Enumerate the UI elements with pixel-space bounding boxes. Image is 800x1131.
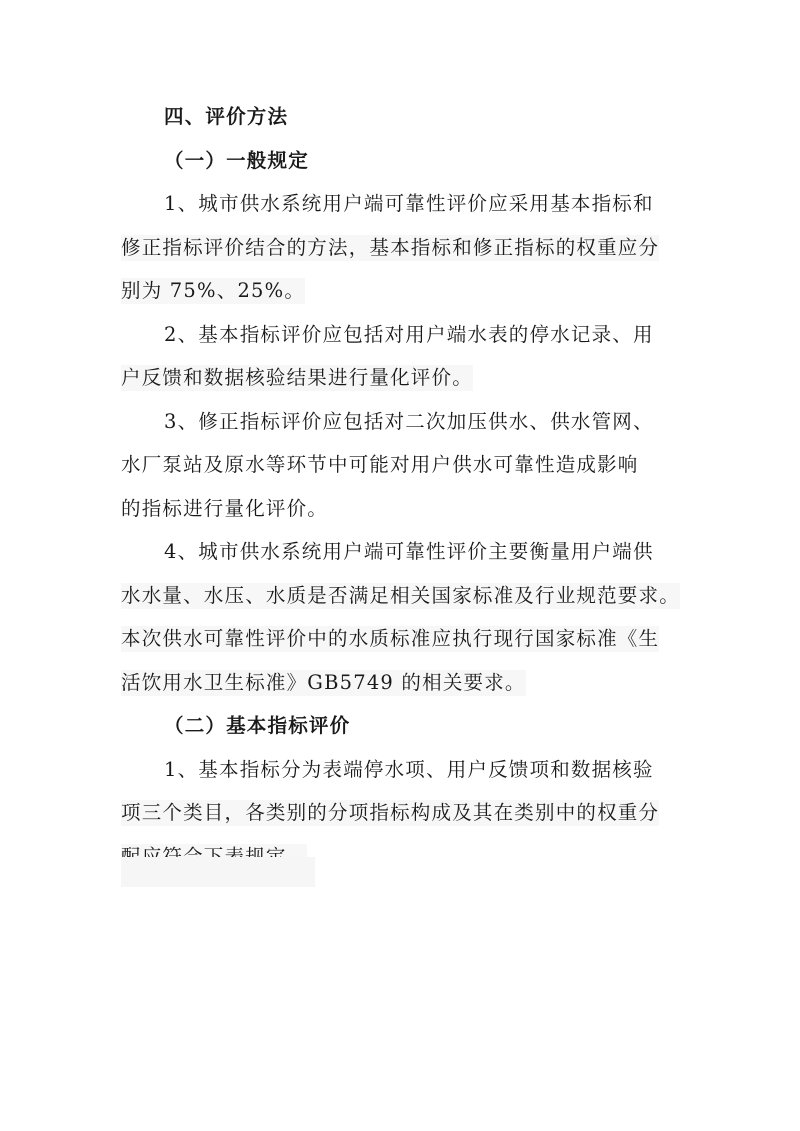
paragraph-line: 1、城市供水系统用户端可靠性评价应采用基本指标和: [164, 192, 654, 215]
paragraph-line: 水水量、水压、水质是否满足相关国家标准及行业规范要求。: [121, 584, 680, 607]
paragraph-line: 别为 75%、25%。: [121, 279, 306, 302]
empty-shaded-block: [121, 857, 315, 887]
paragraph-line: 水厂泵站及原水等环节中可能对用户供水可靠性造成影响: [121, 453, 639, 476]
paragraph-line: 修正指标评价结合的方法，基本指标和修正指标的权重应分: [121, 236, 660, 259]
paragraph-line: 4、城市供水系统用户端可靠性评价主要衡量用户端供: [164, 540, 654, 563]
paragraph-line: 的指标进行量化评价。: [121, 497, 329, 520]
paragraph-line: 户反馈和数据核验结果进行量化评价。: [121, 366, 473, 389]
section-heading: 四、评价方法: [164, 105, 289, 128]
subsection-heading-basic: （二）基本指标评价: [164, 714, 351, 737]
paragraph-line: 活饮用水卫生标准》GB5749 的相关要求。: [121, 671, 526, 694]
subsection-heading-general: （一）一般规定: [164, 149, 309, 172]
paragraph-line: 本次供水可靠性评价中的水质标准应执行现行国家标准《生: [121, 627, 660, 650]
paragraph-line: 3、修正指标评价应包括对二次加压供水、供水管网、: [164, 410, 654, 433]
paragraph-line: 1、基本指标分为表端停水项、用户反馈项和数据核验: [164, 758, 654, 781]
paragraph-line: 2、基本指标评价应包括对用户端水表的停水记录、用: [164, 323, 654, 346]
paragraph-line: 项三个类目，各类别的分项指标构成及其在类别中的权重分: [121, 801, 660, 824]
